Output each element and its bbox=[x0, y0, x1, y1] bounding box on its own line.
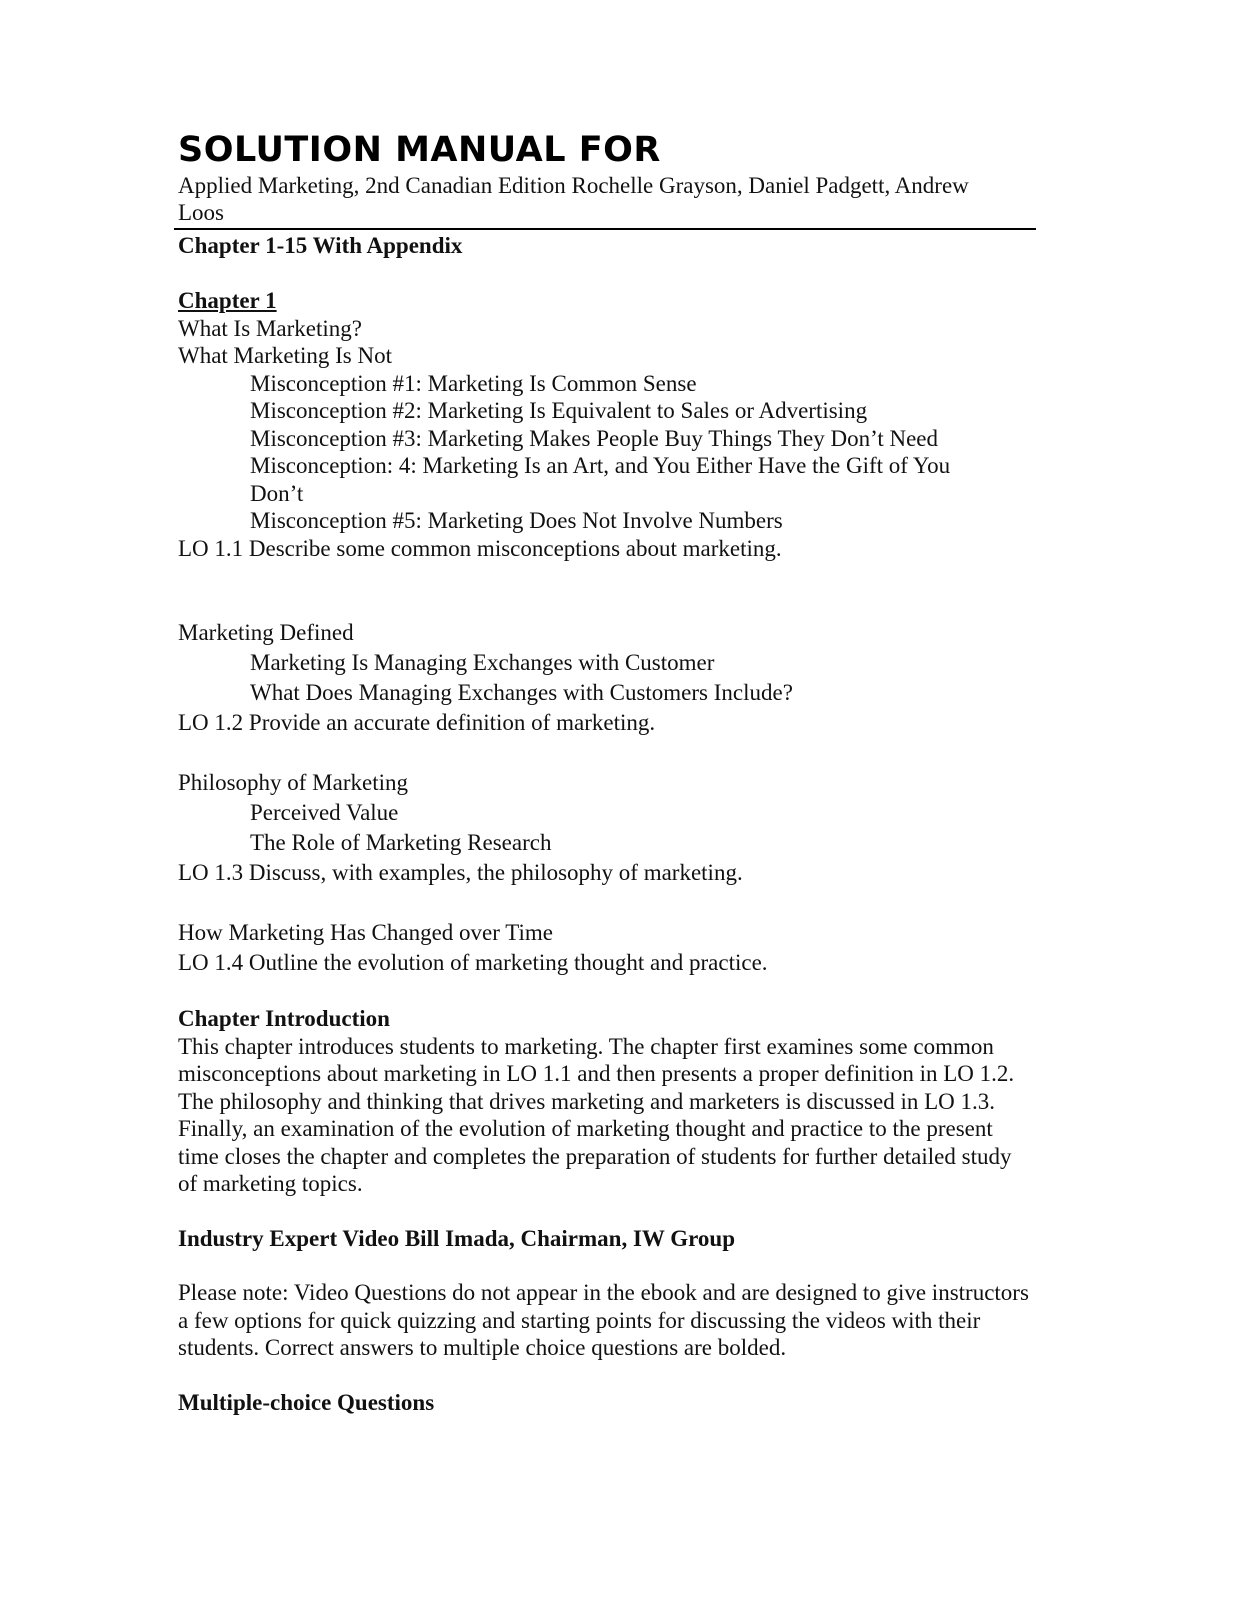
topic-marketing-defined: Marketing Defined bbox=[178, 620, 354, 645]
misconception-item: Misconception #5: Marketing Does Not Involve Numbers bbox=[250, 508, 783, 533]
mcq-heading: Multiple-choice Questions bbox=[178, 1389, 435, 1415]
chapters-range-heading: Chapter 1-15 With Appendix bbox=[178, 233, 463, 258]
learning-objective-1-4: LO 1.4 Outline the evolution of marketing thought and practice. bbox=[178, 950, 768, 975]
defined-item: What Does Managing Exchanges with Customers Include? bbox=[250, 680, 793, 705]
learning-objective-1-1: LO 1.1 Describe some common misconceptions about marketing. bbox=[178, 535, 782, 561]
learning-objective-1-3: LO 1.3 Discuss, with examples, the philosophy of marketing. bbox=[178, 860, 743, 885]
book-subtitle: Applied Marketing, 2nd Canadian Edition Rochelle Grayson, Daniel Padgett, Andrew Loos bbox=[178, 173, 969, 225]
misconception-item: Misconception #1: Marketing Is Common Sense bbox=[250, 370, 697, 396]
misconception-item: Misconception: 4: Marketing Is an Art, and You Either Have the Gift of You Don’t bbox=[250, 453, 951, 506]
philosophy-item: Perceived Value bbox=[250, 800, 399, 825]
topic-what-marketing-is-not: What Marketing Is Not bbox=[178, 343, 392, 368]
topic-marketing-changed: How Marketing Has Changed over Time bbox=[178, 920, 553, 945]
video-note: Please note: Video Questions do not appear in the ebook and are designed to give instructors a few options for quick quizzing and starting points for discussing the videos with their students. Correct answers to multiple choice questions are bolded. bbox=[178, 1280, 1029, 1360]
video-heading: Industry Expert Video Bill Imada, Chairman, IW Group bbox=[178, 1225, 735, 1251]
introduction-heading: Chapter Introduction bbox=[178, 1006, 390, 1031]
introduction-body: This chapter introduces students to marketing. The chapter first examines some common misconceptions about marketing in LO 1.1 and then presents a proper definition in LO 1.2. The philosophy and thinking that drives marketing and marketers is discussed in LO 1.3. Finally, an examination of the evolution of marketing thought and practice to the present time closes the chapter and completes the preparation of students for further detailed study of marketing topics. bbox=[178, 1033, 1015, 1196]
defined-item: Marketing Is Managing Exchanges with Customer bbox=[250, 650, 715, 675]
topic-philosophy-of-marketing: Philosophy of Marketing bbox=[178, 770, 408, 795]
topic-what-is-marketing: What Is Marketing? bbox=[178, 315, 362, 341]
learning-objective-1-2: LO 1.2 Provide an accurate definition of marketing. bbox=[178, 710, 656, 735]
misconception-item: Misconception #2: Marketing Is Equivalent to Sales or Advertising bbox=[250, 398, 868, 423]
title-divider bbox=[174, 228, 1036, 230]
misconception-item: Misconception #3: Marketing Makes People Buy Things They Don’t Need bbox=[250, 425, 938, 451]
document-page bbox=[178, 128, 1036, 1416]
document-title: SOLUTION MANUAL FOR bbox=[178, 130, 661, 170]
chapter-heading: Chapter 1 bbox=[178, 288, 277, 313]
philosophy-item: The Role of Marketing Research bbox=[250, 830, 552, 855]
